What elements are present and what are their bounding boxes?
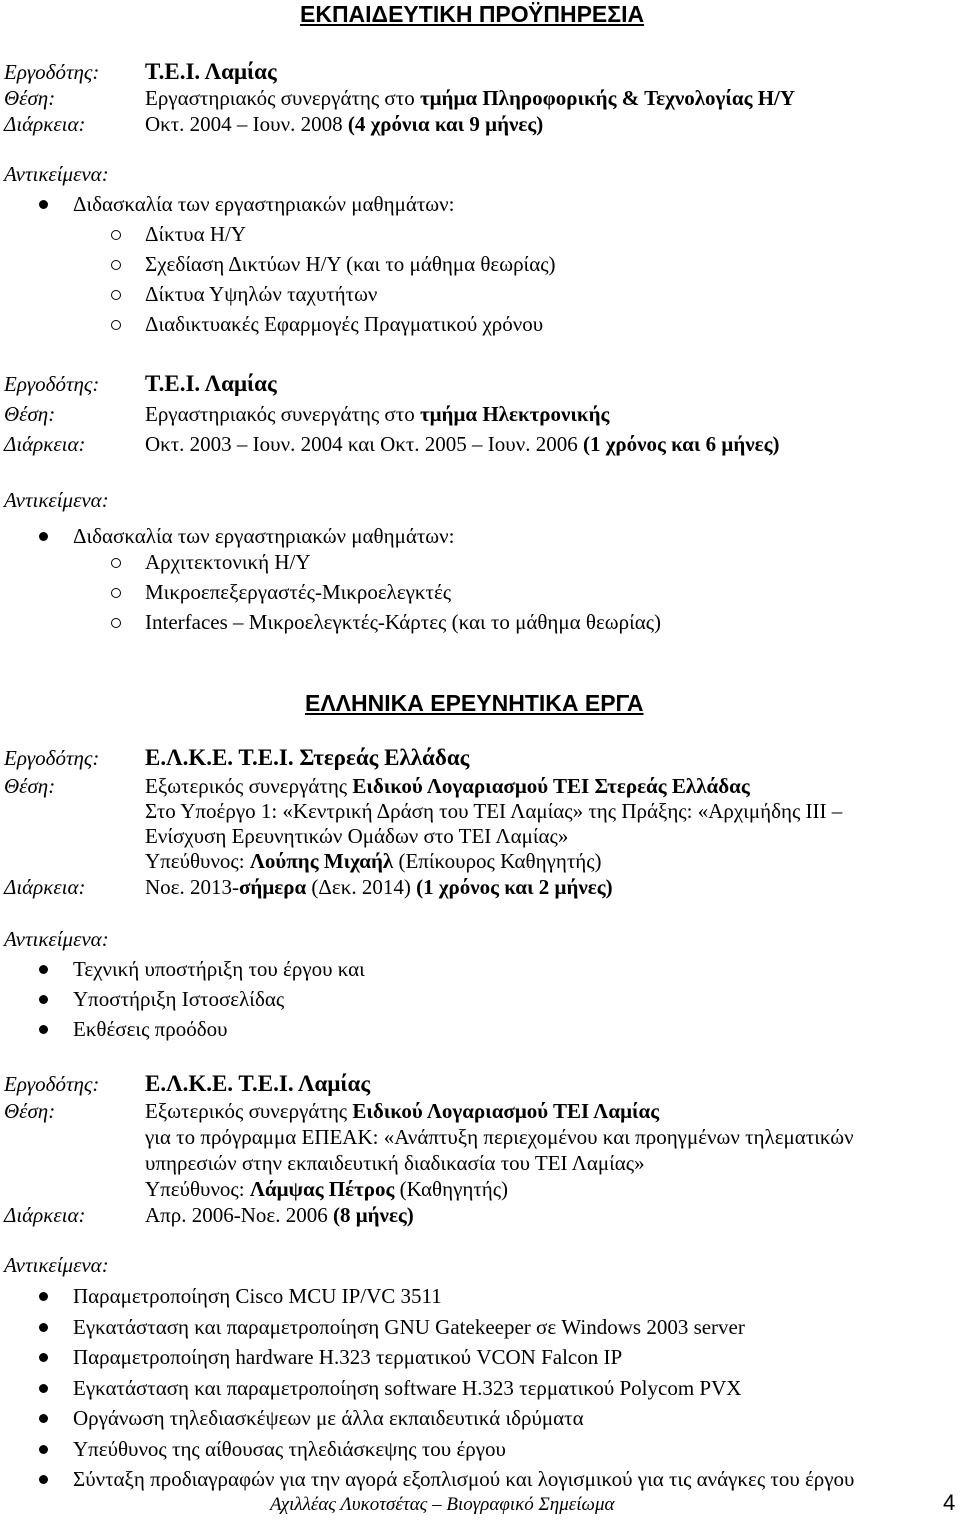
duration-length: (4 χρόνια και 9 μήνες) [347, 112, 544, 136]
list-item-text: Τεχνική υποστήριξη του έργου και [73, 957, 365, 981]
details-text: υπηρεσιών στην εκπαιδευτική διαδικασία του ΤΕΙ Λαμίας» [145, 1151, 645, 1175]
employer-value: Τ.Ε.Ι. Λαμίας [145, 371, 277, 396]
list-item-text: Εκθέσεις προόδου [73, 1017, 228, 1041]
supervisor-name: Λάμψας Πέτρος [249, 1177, 395, 1201]
position-department: τμήμα Ηλεκτρονικής [419, 402, 610, 426]
subjects-row [0, 487, 960, 513]
supervisor-name: Λούπης Μιχαήλ [249, 849, 394, 873]
list-item-text: Σύνταξη προδιαγραφών για την αγορά εξοπλισμού και λογισμικού για τις ανάγκες του έργου [73, 1467, 855, 1491]
position-role: Εξωτερικός συνεργάτης [145, 1099, 348, 1123]
list-item-text: Διδασκαλία των εργαστηριακών μαθημάτων: [73, 524, 455, 548]
position-value [145, 401, 609, 427]
details-line [0, 823, 960, 849]
list-item [0, 523, 960, 549]
position-role: Εργαστηριακός συνεργάτης στο [145, 402, 415, 426]
employer-label: Εργοδότης: [4, 746, 100, 770]
position-account: Ειδικού Λογαριασμού ΤΕΙ Λαμίας [352, 1099, 660, 1123]
employer-label: Εργοδότης: [4, 60, 100, 84]
position-label: Θέση: [4, 86, 56, 110]
bullet-icon [39, 965, 48, 974]
supervisor-title: (Επίκουρος Καθηγητής) [398, 849, 602, 873]
sub-bullet-icon [111, 290, 121, 300]
bullet-icon [39, 1353, 48, 1362]
subjects-row [0, 1252, 960, 1278]
duration-row [0, 874, 960, 900]
list-item [0, 1375, 960, 1401]
employer-value: Τ.Ε.Ι. Λαμίας [145, 59, 277, 84]
sub-list-item [0, 251, 960, 277]
position-account: Ειδικού Λογαριασμού ΤΕΙ Στερεάς Ελλάδας [352, 774, 750, 798]
duration-label: Διάρκεια: [4, 432, 86, 456]
bullet-icon [39, 1475, 48, 1484]
list-item [0, 191, 960, 217]
list-item [0, 986, 960, 1012]
sub-bullet-icon [111, 320, 121, 330]
sub-bullet-icon [111, 588, 121, 598]
position-row [0, 401, 960, 427]
sub-list-item [0, 609, 960, 635]
employer-label: Εργοδότης: [4, 1072, 100, 1096]
sub-bullet-icon [111, 558, 121, 568]
supervisor-row [0, 1176, 960, 1202]
position-label: Θέση: [4, 402, 56, 426]
duration-length: (8 μήνες) [332, 1203, 414, 1227]
duration-row [0, 111, 960, 137]
supervisor-row [0, 848, 960, 874]
position-department: τμήμα Πληροφορικής & Τεχνολογίας Η/Υ [419, 86, 796, 110]
position-row [0, 773, 960, 799]
sub-bullet-icon [111, 618, 121, 628]
details-text: Ενίσχυση Ερευνητικών Ομάδων στο ΤΕΙ Λαμίας» [145, 824, 569, 848]
course-name: Αρχιτεκτονική Η/Υ [145, 550, 311, 574]
duration-row [0, 431, 960, 457]
employer-row [0, 59, 960, 85]
subjects-label: Αντικείμενα: [4, 927, 109, 951]
course-name: Δίκτυα Η/Υ [145, 222, 246, 246]
duration-label: Διάρκεια: [4, 1203, 86, 1227]
sub-list-item [0, 549, 960, 575]
page-number: 4 [943, 1490, 956, 1515]
duration-now: σήμερα [238, 875, 307, 899]
bullet-icon [39, 995, 48, 1004]
list-item-text: Εγκατάσταση και παραμετροποίηση GNU Gatekeeper σε Windows 2003 server [73, 1315, 745, 1339]
bullet-icon [39, 1025, 48, 1034]
duration-value [145, 1202, 414, 1228]
course-name: Μικροεπεξεργαστές-Μικροελεγκτές [145, 580, 452, 604]
list-item [0, 1344, 960, 1370]
position-value [145, 773, 750, 799]
sub-list-item [0, 281, 960, 307]
employer-value: Ε.Λ.Κ.Ε. Τ.Ε.Ι. Λαμίας [145, 1071, 371, 1096]
sub-bullet-icon [111, 230, 121, 240]
employer-label: Εργοδότης: [4, 372, 100, 396]
subjects-label: Αντικείμενα: [4, 162, 109, 186]
bullet-icon [39, 1384, 48, 1393]
position-value [145, 1098, 659, 1124]
list-item-text: Υπεύθυνος της αίθουσας τηλεδιάσκεψης του έργου [73, 1437, 506, 1461]
employer-row [0, 745, 960, 771]
position-role: Εργαστηριακός συνεργάτης στο [145, 86, 415, 110]
bullet-icon [39, 1323, 48, 1332]
position-value [145, 85, 795, 111]
details-text: για το πρόγραμμα ΕΠΕΑΚ: «Ανάπτυξη περιεχομένου και προηγμένων τηλεματικών [145, 1125, 854, 1149]
employer-value: Ε.Λ.Κ.Ε. Τ.Ε.Ι. Στερεάς Ελλάδας [145, 745, 470, 770]
list-item [0, 1016, 960, 1042]
duration-note: (Δεκ. 2014) [311, 875, 411, 899]
course-name: Διαδικτυακές Εφαρμογές Πραγματικού χρόνου [145, 312, 544, 336]
position-label: Θέση: [4, 774, 56, 798]
duration-period: Απρ. 2006-Νοε. 2006 [145, 1203, 328, 1227]
bullet-icon [39, 1414, 48, 1423]
subjects-row [0, 926, 960, 952]
duration-start: Νοε. 2013- [145, 875, 239, 899]
duration-value [145, 431, 779, 457]
sub-list-item [0, 311, 960, 337]
details-line [0, 1150, 960, 1176]
bullet-icon [39, 532, 48, 541]
course-name: Δίκτυα Υψηλών ταχυτήτων [145, 282, 378, 306]
employer-row [0, 1071, 960, 1097]
list-item [0, 1436, 960, 1462]
position-label: Θέση: [4, 1099, 56, 1123]
duration-length: (1 χρόνος και 2 μήνες) [416, 875, 613, 899]
bullet-icon [39, 1445, 48, 1454]
details-line [0, 1124, 960, 1150]
list-item [0, 956, 960, 982]
course-name: Σχεδίαση Δικτύων Η/Υ (και το μάθημα θεωρίας) [145, 252, 556, 276]
sub-list-item [0, 579, 960, 605]
list-item-text: Εγκατάσταση και παραμετροποίηση software H.323 τερματικού Polycom PVX [73, 1376, 742, 1400]
position-row [0, 1098, 960, 1124]
list-item-text: Οργάνωση τηλεδιασκέψεων με άλλα εκπαιδευτικά ιδρύματα [73, 1406, 584, 1430]
details-line [0, 798, 960, 824]
list-item [0, 1314, 960, 1340]
duration-value [145, 111, 543, 137]
list-item [0, 1405, 960, 1431]
bullet-icon [39, 200, 48, 209]
subjects-label: Αντικείμενα: [4, 1253, 109, 1277]
subjects-label: Αντικείμενα: [4, 488, 109, 512]
supervisor-label: Υπεύθυνος: [145, 849, 245, 873]
list-item-text: Παραμετροποίηση hardware H.323 τερματικού VCON Falcon IP [73, 1345, 623, 1369]
duration-period: Οκτ. 2004 – Ιουν. 2008 [145, 112, 343, 136]
section-heading-teaching: ΕΚΠΑΙΔΕΥΤΙΚΗ ΠΡΟΫΠΗΡΕΣΙΑ [300, 1, 645, 27]
bullet-icon [39, 1292, 48, 1301]
supervisor-value [145, 1176, 508, 1202]
section-heading-research: ΕΛΛΗΝΙΚΑ ΕΡΕΥΝΗΤΙΚΑ ΕΡΓΑ [305, 690, 644, 716]
supervisor-title: (Καθηγητής) [399, 1177, 509, 1201]
sub-bullet-icon [111, 260, 121, 270]
duration-label: Διάρκεια: [4, 112, 86, 136]
list-item-text: Υποστήριξη Ιστοσελίδας [73, 987, 285, 1011]
course-name: Interfaces – Μικροελεγκτές-Κάρτες (και το μάθημα θεωρίας) [145, 610, 662, 634]
duration-length: (1 χρόνος και 6 μήνες) [582, 432, 780, 456]
list-item-text: Παραμετροποίηση Cisco MCU IP/VC 3511 [73, 1284, 442, 1308]
page-footer: Αχιλλέας Λυκοτσέτας – Βιογραφικό Σημείωμα [270, 1494, 615, 1515]
duration-row [0, 1202, 960, 1228]
subjects-row [0, 161, 960, 187]
supervisor-label: Υπεύθυνος: [145, 1177, 245, 1201]
position-row [0, 85, 960, 111]
duration-label: Διάρκεια: [4, 875, 86, 899]
details-text: Στο Υποέργο 1: «Κεντρική Δράση του ΤΕΙ Λαμίας» της Πράξης: «Αρχιμήδης ΙΙΙ – [145, 799, 843, 823]
duration-period: Οκτ. 2003 – Ιουν. 2004 και Οκτ. 2005 – Ιουν. 2006 [145, 432, 578, 456]
employer-row [0, 371, 960, 397]
sub-list-item [0, 221, 960, 247]
list-item-text: Διδασκαλία των εργαστηριακών μαθημάτων: [73, 192, 455, 216]
list-item [0, 1283, 960, 1309]
supervisor-value [145, 848, 602, 874]
list-item [0, 1466, 960, 1492]
position-role: Εξωτερικός συνεργάτης [145, 774, 348, 798]
duration-value [145, 874, 613, 900]
